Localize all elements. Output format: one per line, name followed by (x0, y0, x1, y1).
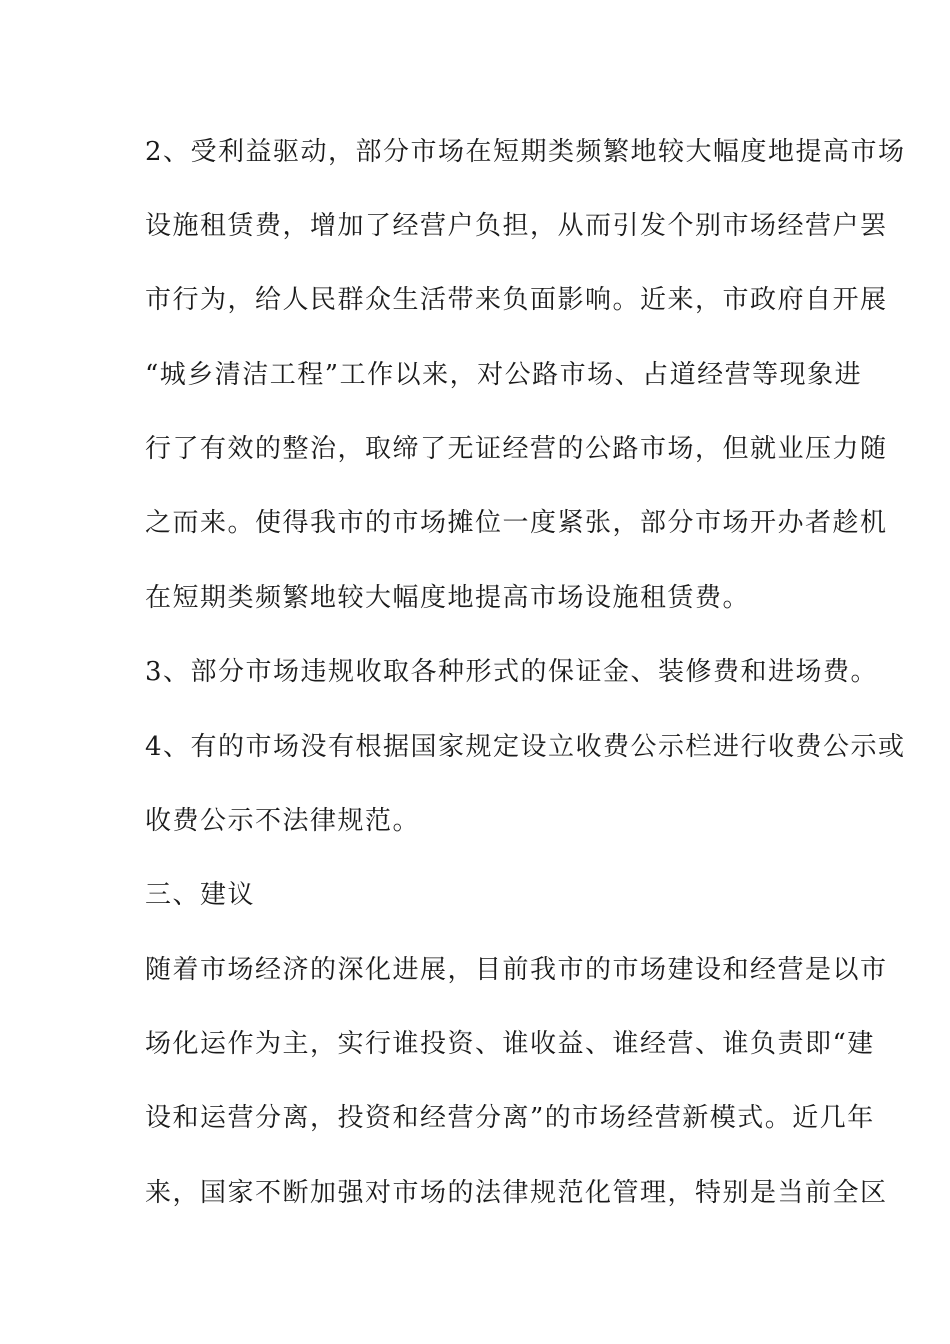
text-line: 随着市场经济的深化进展，目前我市的市场建设和经营是以市 (145, 955, 888, 985)
text-line: 2、受利益驱动，部分市场在短期类频繁地较大幅度地提高市场 (145, 137, 906, 167)
text-line: 收费公示不法律规范。 (145, 806, 421, 836)
text-line: 设和运营分离，投资和经营分离”的市场经营新模式。近几年 (145, 1103, 875, 1133)
text-line: 3、部分市场违规收取各种形式的保证金、装修费和进场费。 (145, 657, 879, 687)
text-line: 行了有效的整治，取缔了无证经营的公路市场，但就业压力随 (145, 434, 888, 464)
text-line: 设施租赁费，增加了经营户负担，从而引发个别市场经营户罢 (145, 211, 888, 241)
text-line: 在短期类频繁地较大幅度地提高市场设施租赁费。 (145, 583, 751, 613)
text-line: 市行为，给人民群众生活带来负面影响。近来，市政府自开展 (145, 285, 888, 315)
section-heading: 三、建议 (145, 880, 256, 910)
text-line: “城乡清洁工程”工作以来，对公路市场、占道经营等现象进 (145, 360, 863, 390)
text-line: 来，国家不断加强对市场的法律规范化管理，特别是当前全区 (145, 1178, 888, 1208)
text-line: 之而来。使得我市的市场摊位一度紧张，部分市场开办者趁机 (145, 508, 888, 538)
text-line: 4、有的市场没有根据国家规定设立收费公示栏进行收费公示或 (145, 732, 906, 762)
text-line: 场化运作为主，实行谁投资、谁收益、谁经营、谁负责即“建 (145, 1029, 875, 1059)
